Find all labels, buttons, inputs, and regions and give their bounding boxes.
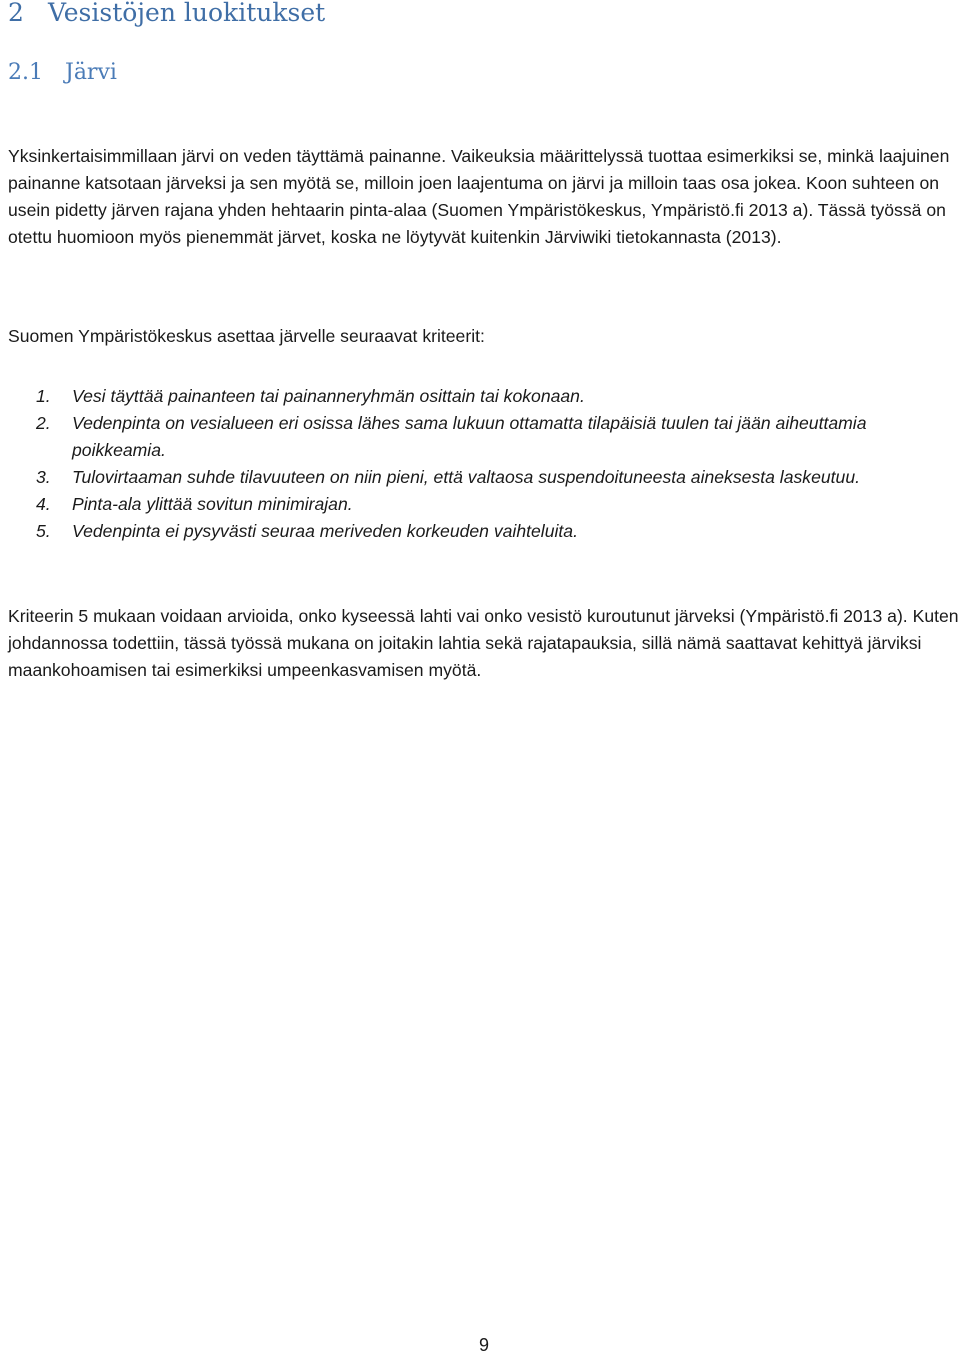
list-item-number: 1. — [36, 386, 51, 406]
subsection-heading — [8, 56, 117, 90]
list-item-text: Pinta-ala ylittää sovitun minimirajan. — [72, 494, 353, 514]
list-item-number: 5. — [36, 521, 51, 541]
list-item — [8, 383, 958, 410]
list-item-number: 4. — [36, 494, 51, 514]
section-number: 2 — [8, 0, 24, 27]
list-item — [8, 518, 958, 545]
list-item-text: Vedenpinta on vesialueen eri osissa lähes sama lukuun ottamatta tilapäisiä tuulen tai jään aiheuttamia poikkeamia. — [72, 413, 867, 460]
list-item — [8, 464, 958, 491]
section-title: Vesistöjen luokitukset — [48, 0, 326, 27]
list-item-number: 2. — [36, 413, 51, 433]
criteria-intro-paragraph: Suomen Ympäristökeskus asettaa järvelle seuraavat kriteerit: — [8, 326, 485, 346]
intro-paragraph: Yksinkertaisimmillaan järvi on veden täyttämä painanne. Vaikeuksia määrittelyssä tuottaa esimerkiksi se, minkä laajuinen painanne katsotaan järveksi ja sen myötä se, milloin joen laajentuma on järvi ja milloin taas osa jokea. Koon suhteen on usein pidetty järven rajana yhden hehtaarin pinta-alaa (Suomen Ympäristökeskus, Ympäristö.fi 2013 a). Tässä työssä on otettu huomioon myös pienemmät järvet, koska ne löytyvät kuitenkin Järviwiki tietokannasta (2013). — [8, 146, 950, 247]
criteria-list — [8, 383, 958, 545]
list-item-text: Vesi täyttää painanteen tai painanneryhmän osittain tai kokonaan. — [72, 386, 585, 406]
subsection-title: Järvi — [65, 60, 117, 85]
subsection-number: 2.1 — [8, 60, 43, 85]
list-item — [8, 410, 958, 464]
list-item — [8, 491, 958, 518]
list-item-number: 3. — [36, 467, 51, 487]
page-number: 9 — [478, 1335, 489, 1355]
conclusion-paragraph: Kriteerin 5 mukaan voidaan arvioida, onko kyseessä lahti vai onko vesistö kuroutunut järveksi (Ympäristö.fi 2013 a). Kuten johdannossa todettiin, tässä työssä mukana on joitakin lahtia sekä rajatapauksia, sillä nämä saattavat kehittyä järviksi maankohoamisen tai esimerkiksi umpeenkasvamisen myötä. — [8, 606, 959, 680]
list-item-text: Tulovirtaaman suhde tilavuuteen on niin pieni, että valtaosa suspendoituneesta aineksesta laskeutuu. — [72, 467, 860, 487]
section-heading — [8, 0, 325, 32]
list-item-text: Vedenpinta ei pysyvästi seuraa meriveden korkeuden vaihteluita. — [72, 521, 578, 541]
